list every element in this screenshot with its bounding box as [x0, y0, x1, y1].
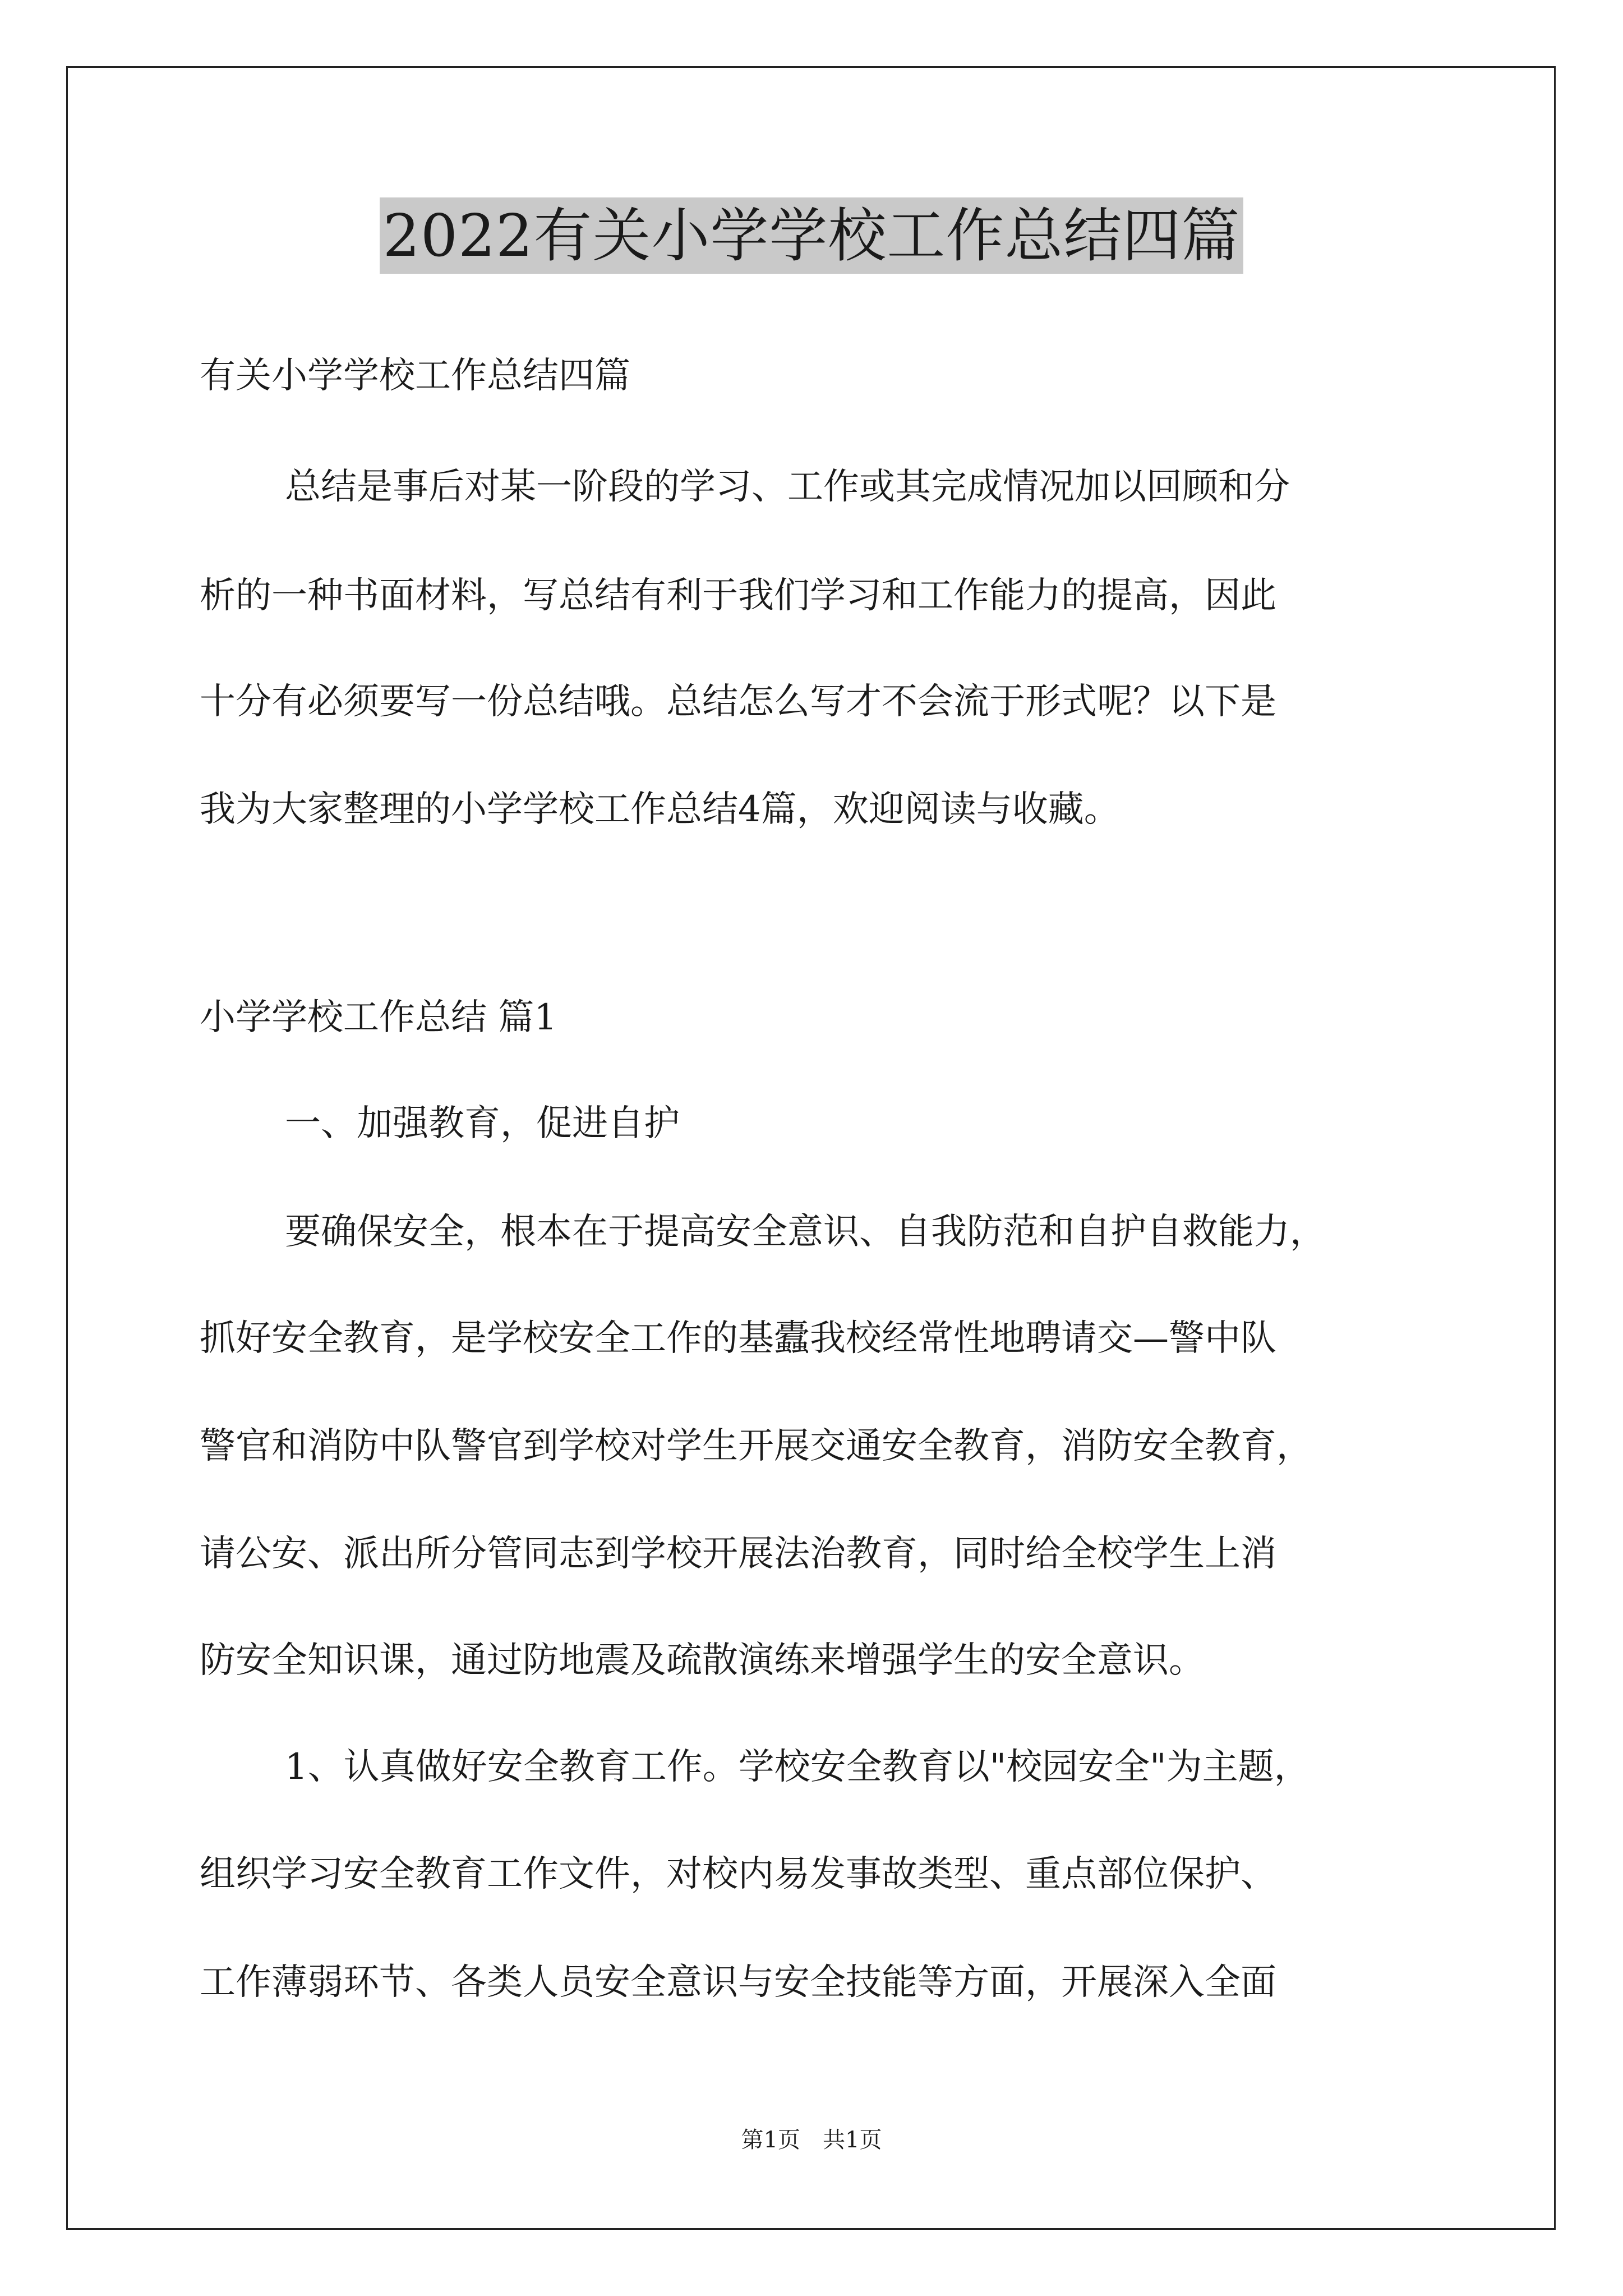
para1-line-5: 防安全知识课，通过防地震及疏散演练来增强学生的安全意识。	[200, 1640, 1205, 1681]
intro-line-4: 我为大家整理的小学学校工作总结4篇，欢迎阅读与收藏。	[200, 789, 1120, 830]
para1-line-2: 抓好安全教育，是学校安全工作的基蠹我校经常性地聘请交—警中队	[200, 1318, 1276, 1359]
title-container	[0, 197, 1623, 274]
para2-line-2: 组织学习安全教育工作文件，对校内易发事故类型、重点部位保护、	[200, 1853, 1276, 1895]
document-title: 2022有关小学学校工作总结四篇	[380, 197, 1244, 274]
page-footer: 第1页 共1页	[741, 2127, 882, 2153]
para2-line-3: 工作薄弱环节、各类人员安全意识与安全技能等方面，开展深入全面	[200, 1962, 1276, 2003]
subheading: 一、加强教育，促进自护	[285, 1103, 680, 1144]
section-heading: 小学学校工作总结 篇1	[200, 997, 557, 1038]
para1-line-3: 警官和消防中队警官到学校对学生开展交通安全教育，消防安全教育，	[200, 1425, 1312, 1467]
intro-line-1: 总结是事后对某一阶段的学习、工作或其完成情况加以回顾和分	[285, 466, 1290, 508]
para1-line-1: 要确保安全，根本在于提高安全意识、自我防范和自护自救能力，	[285, 1211, 1326, 1253]
document-subtitle: 有关小学学校工作总结四篇	[200, 355, 630, 397]
intro-line-3: 十分有必须要写一份总结哦。总结怎么写才不会流于形式呢？以下是	[200, 681, 1276, 723]
intro-line-2: 析的一种书面材料，写总结有利于我们学习和工作能力的提高，因此	[200, 575, 1276, 616]
para1-line-4: 请公安、派出所分管同志到学校开展法治教育，同时给全校学生上消	[200, 1533, 1276, 1575]
para2-line-1: 1、认真做好安全教育工作。学校安全教育以"校园安全"为主题，	[285, 1746, 1310, 1788]
